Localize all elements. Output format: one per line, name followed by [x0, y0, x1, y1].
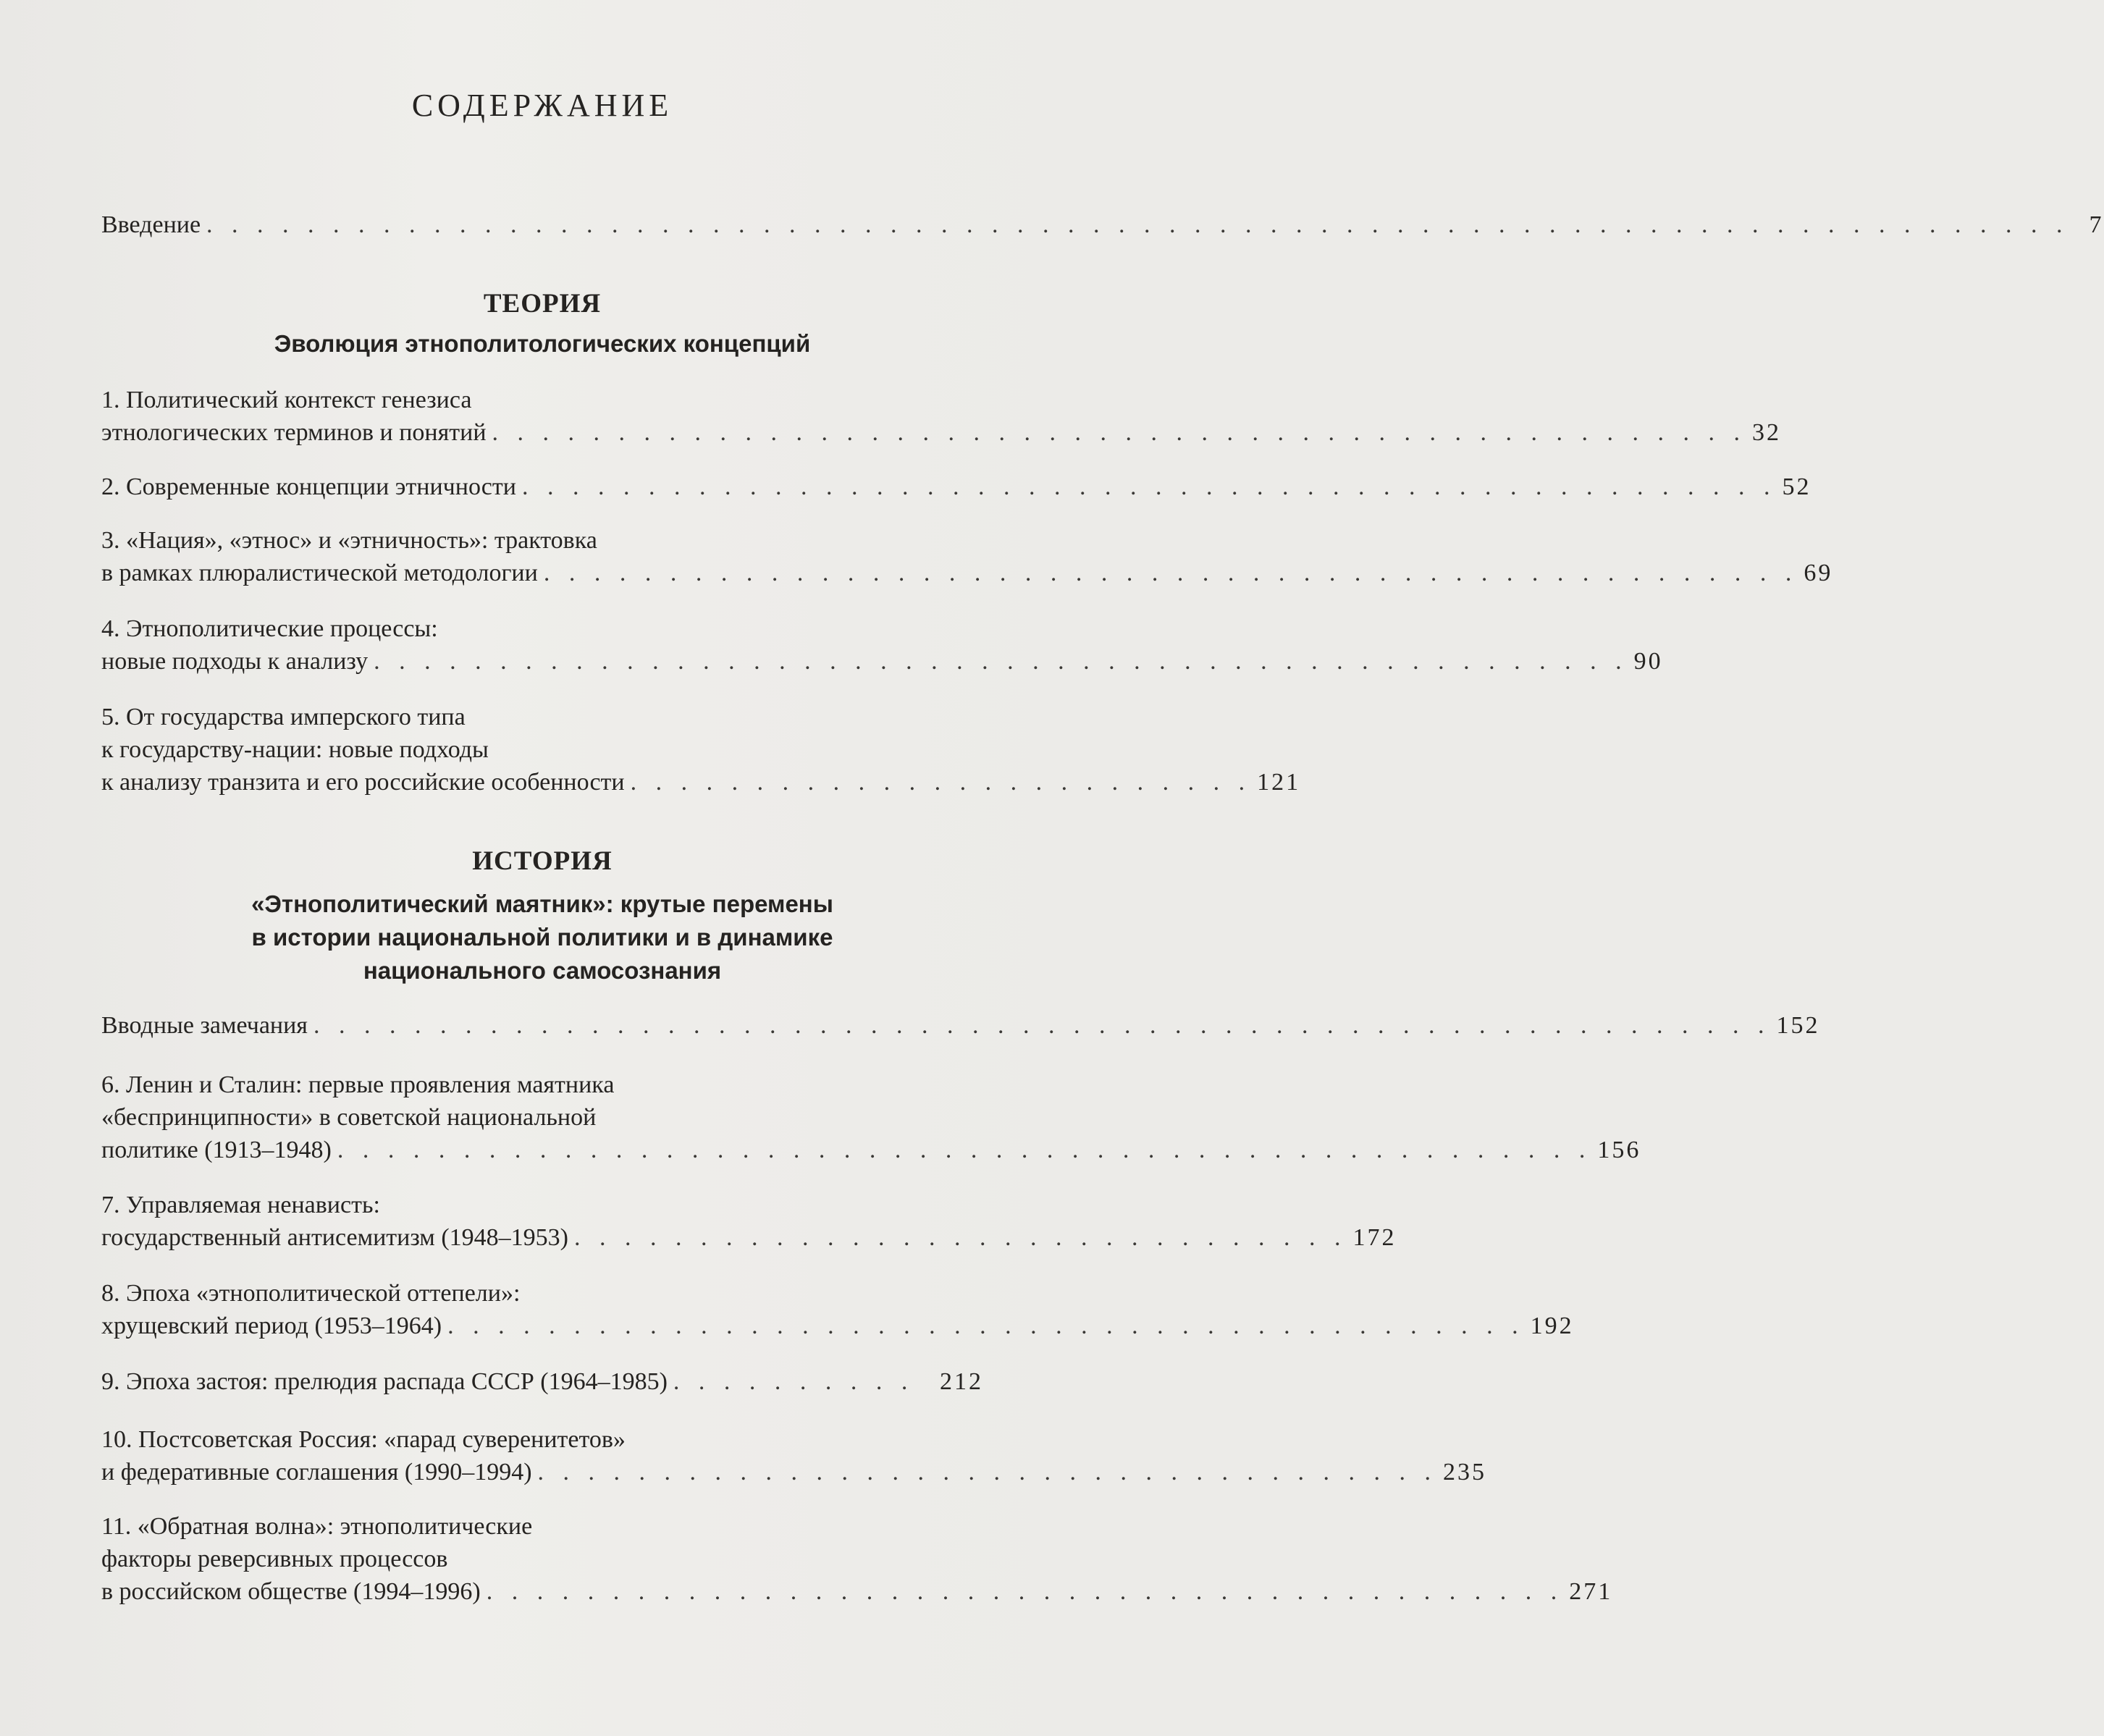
toc-entry-line: хрущевский период (1953–1964) [101, 1312, 442, 1339]
section-theory-head [101, 288, 983, 319]
section-title: ИСТОРИЯ [472, 846, 613, 876]
toc-entry-4 [101, 612, 1663, 678]
toc-entry-line: «беспринципности» в советской национальной [101, 1104, 597, 1131]
toc-entry-line: в рамках плюралистической методологии [101, 560, 538, 586]
toc-page-number: 271 [1569, 1578, 1613, 1605]
toc-page-number: 235 [1443, 1459, 1487, 1486]
toc-page-number: 212 [940, 1368, 983, 1395]
toc-entry-line: этнологических терминов и понятий [101, 419, 487, 446]
section-subtitle-line: «Этнополитический маятник»: крутые перемены [251, 890, 833, 917]
toc-entry-2 [101, 471, 1811, 503]
toc-entry-10 [101, 1423, 1487, 1488]
leader-dots: . . . . . . . . . . [673, 1368, 914, 1395]
toc-entry-line: в российском обществе (1994–1996) [101, 1578, 481, 1605]
toc-entry-line: Вводные замечания [101, 1012, 308, 1039]
leader-dots: . . . . . . . . . . . . . . . . . . . . . . . . . . . . . . . . . . . . [537, 1459, 1438, 1486]
leader-dots: . . . . . . . . . . . . . . . . . . . . . . . . . [630, 769, 1252, 796]
toc-entry-line: 7. Управляемая ненависть: [101, 1192, 380, 1218]
toc-entry-intro-remarks [101, 1009, 1820, 1042]
toc-entry-line: государственный антисемитизм (1948–1953) [101, 1224, 568, 1251]
leader-dots: . . . . . . . . . . . . . . . . . . . . . . . . . . . . . . . . . . . . . . . . . . . . . . . . . . [337, 1137, 1592, 1163]
toc-entry-line: факторы реверсивных процессов [101, 1546, 448, 1572]
toc-entry-line: 5. От государства имперского типа [101, 704, 466, 730]
toc-page-number: 7 [2089, 211, 2104, 238]
toc-entry-3 [101, 524, 1833, 589]
toc-entry-7 [101, 1189, 1397, 1254]
leader-dots: . . . . . . . . . . . . . . . . . . . . . . . . . . . . . . . . . . . . . . . . . . . [486, 1578, 1564, 1605]
toc-entry-line: 3. «Нация», «этнос» и «этничность»: трактовка [101, 527, 597, 554]
leader-dots: . . . . . . . . . . . . . . . . . . . . . . . . . . . . . . . . . . . . . . . . . . . . . . . . . . [521, 473, 1777, 500]
section-subtitle-line: в истории национальной политики и в динамике [251, 924, 833, 951]
toc-entry-line: 2. Современные концепции этничности [101, 473, 516, 500]
toc-entry-line: 11. «Обратная волна»: этнополитические [101, 1513, 533, 1540]
toc-page-number: 52 [1782, 473, 1811, 500]
toc-entry-line: 10. Постсоветская Россия: «парад суверенитетов» [101, 1426, 626, 1453]
toc-page-number: 121 [1257, 769, 1301, 796]
leader-dots: . . . . . . . . . . . . . . . . . . . . . . . . . . . . . . . [573, 1224, 1347, 1251]
toc-page-number: 32 [1752, 419, 1782, 446]
leader-dots: . . . . . . . . . . . . . . . . . . . . . . . . . . . . . . . . . . . . . . . . . . . . . . . . . . [543, 560, 1798, 586]
toc-entry-5 [101, 701, 1301, 799]
toc-entry-9 [101, 1365, 983, 1398]
toc-entry-intro [101, 208, 2104, 241]
toc-page-number: 172 [1352, 1224, 1397, 1251]
toc-entry-line: и федеративные соглашения (1990–1994) [101, 1459, 532, 1486]
toc-entry-11 [101, 1510, 1613, 1608]
toc-page-number: 192 [1530, 1312, 1574, 1339]
toc-entry-line: 8. Эпоха «этнополитической оттепели»: [101, 1280, 521, 1307]
toc-entry-1 [101, 384, 1782, 449]
toc-entry-line: к государству-нации: новые подходы [101, 736, 489, 763]
toc-entry-line: 9. Эпоха застоя: прелюдия распада СССР (1964–1985) [101, 1368, 668, 1395]
section-subtitle-line: национального самосознания [363, 957, 722, 984]
toc-entry-6 [101, 1069, 1641, 1166]
leader-dots: . . . . . . . . . . . . . . . . . . . . . . . . . . . . . . . . . . . . . . . . . . . . . . . . . . [492, 419, 1747, 446]
toc-page-number: 90 [1633, 648, 1663, 675]
section-theory-subtitle: Эволюция этнополитологических концепций [274, 330, 811, 357]
toc-entry-line: 4. Этнополитические процессы: [101, 615, 438, 642]
toc-entry-line: к анализу транзита и его российские особенности [101, 769, 625, 796]
section-history-head [101, 846, 983, 877]
leader-dots: . . . . . . . . . . . . . . . . . . . . . . . . . . . . . . . . . . . . . . . . . . . [447, 1312, 1525, 1339]
toc-entry-8 [101, 1277, 1574, 1342]
page-title: СОДЕРЖАНИЕ [411, 88, 673, 123]
leader-dots: . . . . . . . . . . . . . . . . . . . . . . . . . . . . . . . . . . . . . . . . . . . . . . . . . . [374, 648, 1628, 675]
leader-dots: . . . . . . . . . . . . . . . . . . . . . . . . . . . . . . . . . . . . . . . . . . . . . . . . . . . . . . . . . . . . . . . . . . . . . . . . . . [206, 211, 2069, 238]
toc-entry-label: Введение [101, 211, 201, 238]
toc-entry-line: 1. Политический контекст генезиса [101, 387, 472, 413]
toc-entry-line: политике (1913–1948) [101, 1137, 332, 1163]
section-history-subtitle [101, 888, 983, 987]
toc-entry-line: 6. Ленин и Сталин: первые проявления маятника [101, 1071, 615, 1098]
toc-page-number: 156 [1597, 1137, 1641, 1163]
toc-entry-line: новые подходы к анализу [101, 648, 369, 675]
section-title: ТЕОРИЯ [483, 289, 602, 319]
toc-page-number: 69 [1804, 560, 1833, 586]
toc-page-number: 152 [1776, 1012, 1820, 1039]
leader-dots: . . . . . . . . . . . . . . . . . . . . . . . . . . . . . . . . . . . . . . . . . . . . . . . . . . . . . . . . . . [313, 1012, 1771, 1039]
